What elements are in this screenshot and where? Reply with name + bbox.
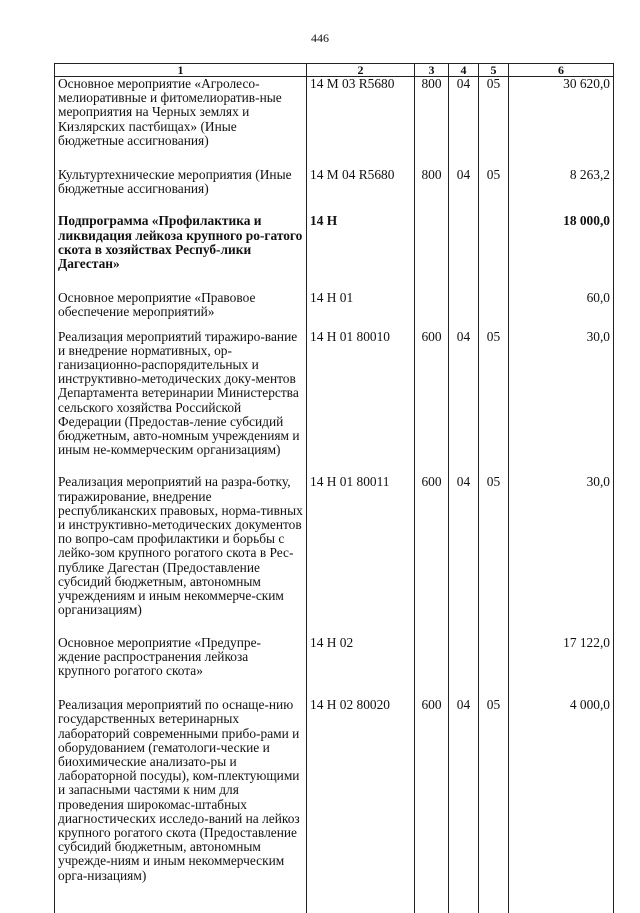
page-number: 446 [311, 31, 329, 45]
row-subsection-cell: 05 [479, 77, 509, 169]
row-name-cell: Реализация мероприятий на разра-ботку, тиражирование, внедрение республиканских правовых, норма-тивных и инструктивно-методических документов по вопро-сам профилактики и борьбы с лейко-зом крупного рогатого скота в Рес-публике Дагестан (Предоставление субсидий бюджетным, автономным учреждениям и иным некоммерче-ским организациям) [55, 475, 307, 635]
column-header: 6 [509, 64, 614, 77]
table-row [55, 330, 614, 476]
row-section-cell [449, 291, 479, 329]
row-section-cell: 04 [449, 475, 479, 635]
row-section-cell: 04 [449, 168, 479, 214]
row-section-cell [449, 214, 479, 291]
row-name-cell: Культуртехнические мероприятия (Иные бюджетные ассигнования) [55, 168, 307, 214]
row-code-cell: 14 Н 02 80020 [307, 698, 415, 913]
row-code-cell: 14 М 03 R5680 [307, 77, 415, 169]
row-expense-type-cell: 600 [415, 330, 449, 476]
table-row [55, 168, 614, 214]
row-subsection-cell: 05 [479, 698, 509, 913]
row-name-cell: Основное мероприятие «Предупре-ждение распространения лейкоза крупного рогатого скота» [55, 636, 307, 699]
row-amount-cell: 17 122,0 [509, 636, 614, 699]
row-expense-type-cell: 600 [415, 475, 449, 635]
table-row [55, 77, 614, 169]
row-expense-type-cell [415, 214, 449, 291]
row-section-cell: 04 [449, 330, 479, 476]
row-amount-cell: 30 620,0 [509, 77, 614, 169]
row-amount-cell: 18 000,0 [509, 214, 614, 291]
budget-table [54, 63, 614, 913]
row-code-cell: 14 Н 01 80011 [307, 475, 415, 635]
row-amount-cell: 60,0 [509, 291, 614, 329]
row-code-cell: 14 Н [307, 214, 415, 291]
table-row [55, 698, 614, 913]
row-code-cell: 14 М 04 R5680 [307, 168, 415, 214]
column-header: 2 [307, 64, 415, 77]
row-expense-type-cell [415, 291, 449, 329]
table-row [55, 291, 614, 329]
row-amount-cell: 30,0 [509, 475, 614, 635]
row-expense-type-cell [415, 636, 449, 699]
row-code-cell: 14 Н 02 [307, 636, 415, 699]
row-name-cell: Основное мероприятие «Агролесо-мелиоративные и фитомелиоратив-ные мероприятия на Черных землях и Кизлярских пастбищах» (Иные бюджетные ассигнования) [55, 77, 307, 169]
table-row [55, 636, 614, 699]
row-section-cell [449, 636, 479, 699]
row-subsection-cell [479, 214, 509, 291]
row-amount-cell: 30,0 [509, 330, 614, 476]
row-section-cell: 04 [449, 77, 479, 169]
row-amount-cell: 8 263,2 [509, 168, 614, 214]
column-header: 3 [415, 64, 449, 77]
table-row [55, 214, 614, 291]
row-name-cell: Подпрограмма «Профилактика и ликвидация лейкоза крупного ро-гатого скота в хозяйствах Респуб-лики Дагестан» [55, 214, 307, 291]
row-expense-type-cell: 600 [415, 698, 449, 913]
row-name-cell: Основное мероприятие «Правовое обеспечение мероприятий» [55, 291, 307, 329]
row-amount-cell: 4 000,0 [509, 698, 614, 913]
row-subsection-cell [479, 291, 509, 329]
column-header: 5 [479, 64, 509, 77]
row-expense-type-cell: 800 [415, 168, 449, 214]
column-header: 1 [55, 64, 307, 77]
row-expense-type-cell: 800 [415, 77, 449, 169]
table-body [55, 77, 614, 913]
row-subsection-cell [479, 636, 509, 699]
row-name-cell: Реализация мероприятий по оснаще-нию государственных ветеринарных лабораторий современными прибо-рами и оборудованием (гематологи-ческие и биохимические анализато-ры и лабораторной посуды), ком-плектующими и запасными частями к ним для проведения широкомас-штабных диагностических исследо-ваний на лейкоз крупного рогатого скота (Предоставление субсидий бюджетным, автономным учрежде-ниям и иным некоммерческим орга-низациям) [55, 698, 307, 913]
row-subsection-cell: 05 [479, 168, 509, 214]
row-subsection-cell: 05 [479, 475, 509, 635]
row-section-cell: 04 [449, 698, 479, 913]
row-code-cell: 14 Н 01 [307, 291, 415, 329]
row-subsection-cell: 05 [479, 330, 509, 476]
table-row [55, 475, 614, 635]
column-header: 4 [449, 64, 479, 77]
table-header-row [55, 64, 614, 77]
row-code-cell: 14 Н 01 80010 [307, 330, 415, 476]
row-name-cell: Реализация мероприятий тиражиро-вание и внедрение нормативных, ор-ганизационно-распорядительных и инструктивно-методических доку-ментов Департамента ветеринарии Министерства сельского хозяйства Российской Федерации (Предостав-ление субсидий бюджетным, авто-номным учреждениям и иным не-коммерческим организациям) [55, 330, 307, 476]
